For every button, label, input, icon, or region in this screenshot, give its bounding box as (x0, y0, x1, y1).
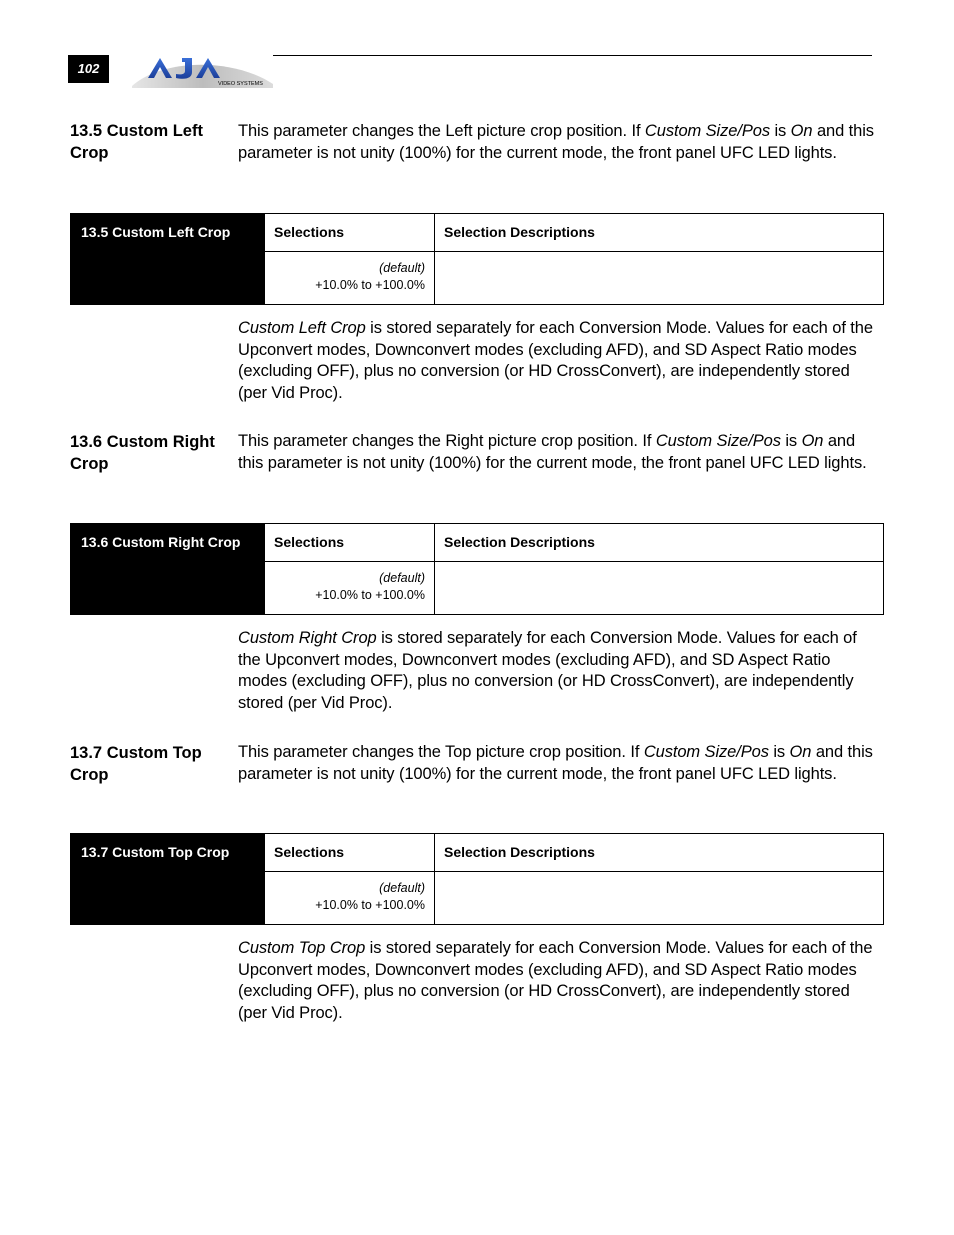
table-cell-selection: (default) +10.0% to +100.0% (315, 881, 425, 912)
section-note-13-5: Custom Left Crop is stored separately for each Conversion Mode. Values for each of the Upconvert modes, Downconvert modes (excluding AFD), and SD Aspect Ratio modes (excluding OFF), plus no conversion (or HD CrossConvert), are independently stored (per Vid Proc). (238, 319, 873, 402)
table-cell-selection: (default) +10.0% to +100.0% (315, 571, 425, 602)
section-heading-13-5: 13.5 Custom Left Crop (70, 122, 203, 162)
section-intro-13-5: This parameter changes the Left picture crop position. If Custom Size/Pos is On and this parameter is not unity (100%) for the current mode, the front panel UFC LED lights. (238, 122, 874, 162)
header-rule (273, 55, 872, 56)
aja-logo (130, 54, 275, 88)
parameter-table-13-6 (70, 523, 884, 615)
page-number: 102 (68, 55, 109, 83)
table-cell-description (434, 872, 883, 924)
section-note-13-6: Custom Right Crop is stored separately for each Conversion Mode. Values for each of the Upconvert modes, Downconvert modes (excluding AFD), and SD Aspect Ratio modes (excluding OFF), plus no conversion (or HD CrossConvert), are independently stored (per Vid Proc). (238, 629, 857, 712)
table-header-descriptions: Selection Descriptions (434, 214, 883, 252)
section-heading-13-7: 13.7 Custom Top Crop (70, 744, 202, 784)
parameter-table-13-7 (70, 833, 884, 925)
table-cell-selection: (default) +10.0% to +100.0% (315, 261, 425, 292)
section-heading-13-6: 13.6 Custom Right Crop (70, 433, 215, 473)
parameter-table-13-5 (70, 213, 884, 305)
section-intro-13-7: This parameter changes the Top picture crop position. If Custom Size/Pos is On and this parameter is not unity (100%) for the current mode, the front panel UFC LED lights. (238, 743, 873, 783)
table-cell-description (434, 252, 883, 304)
table-parameter-name: 13.5 Custom Left Crop (71, 214, 265, 304)
table-header-descriptions: Selection Descriptions (434, 524, 883, 562)
logo-subtitle: VIDEO SYSTEMS (218, 81, 263, 87)
table-header-selections: Selections (265, 524, 434, 562)
section-intro-13-6: This parameter changes the Right picture crop position. If Custom Size/Pos is On and this parameter is not unity (100%) for the current mode, the front panel UFC LED lights. (238, 432, 867, 472)
section-note-13-7: Custom Top Crop is stored separately for each Conversion Mode. Values for each of the Upconvert modes, Downconvert modes (excluding AFD), and SD Aspect Ratio modes (excluding OFF), plus no conversion (or HD CrossConvert), are independently stored (per Vid Proc). (238, 939, 873, 1022)
table-header-descriptions: Selection Descriptions (434, 834, 883, 872)
table-header-selections: Selections (265, 214, 434, 252)
table-header-selections: Selections (265, 834, 434, 872)
table-parameter-name: 13.6 Custom Right Crop (71, 524, 265, 614)
table-cell-description (434, 562, 883, 614)
table-parameter-name: 13.7 Custom Top Crop (71, 834, 265, 924)
